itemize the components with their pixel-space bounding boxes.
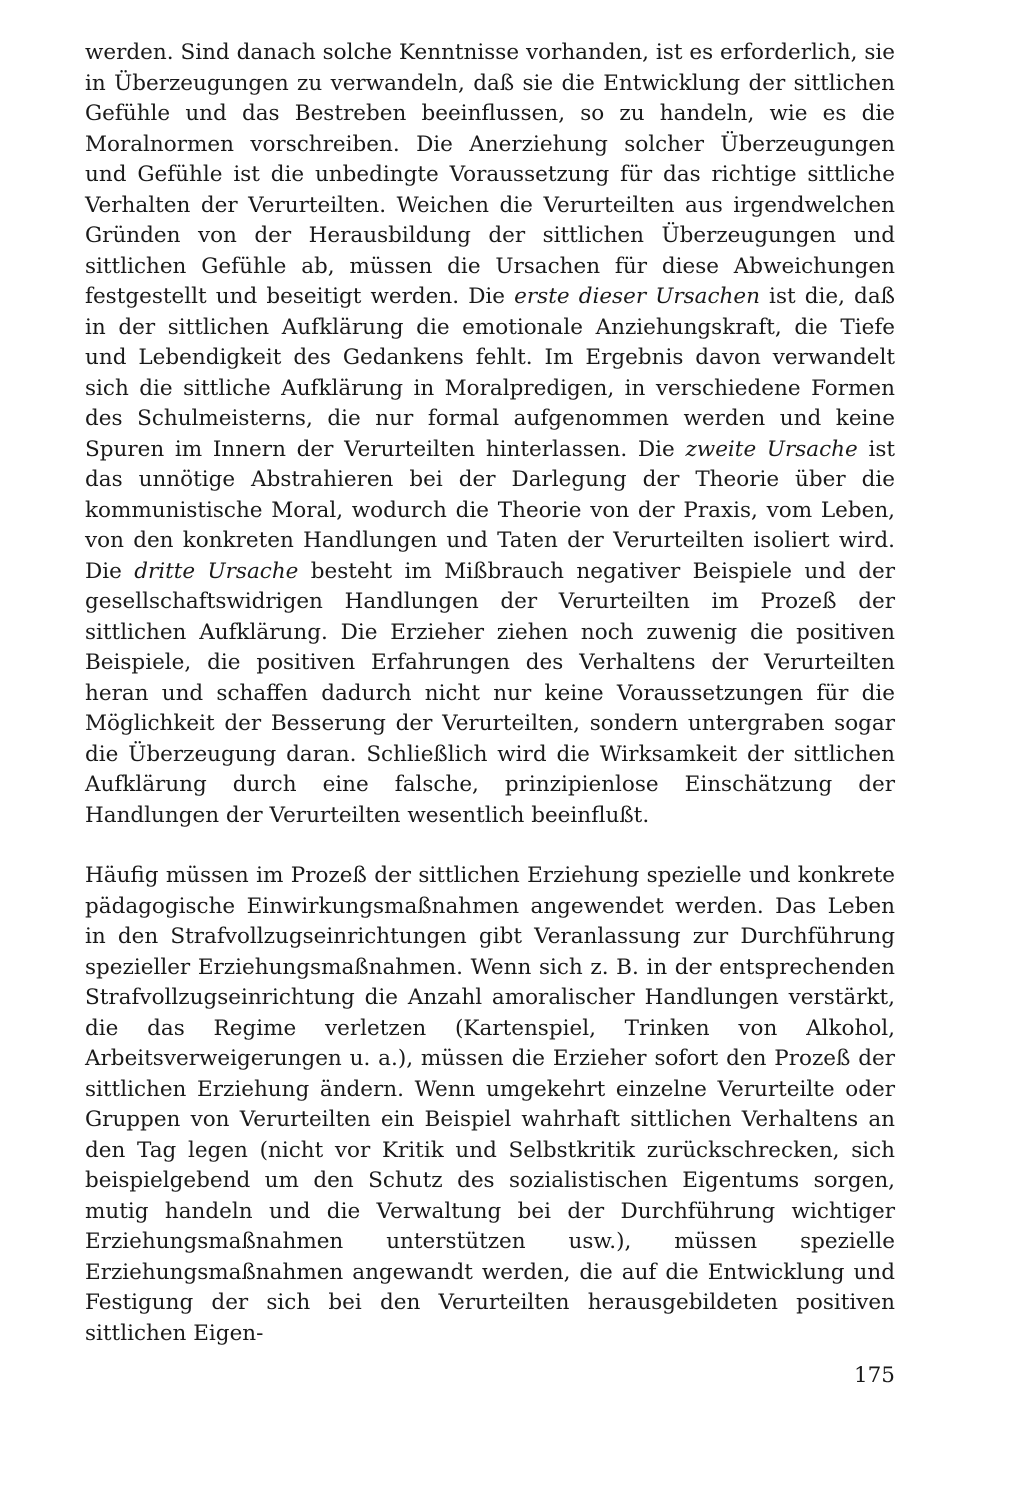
italic-term-dritte-ursache: dritte Ursache — [134, 558, 299, 584]
italic-term-zweite-ursache: zweite Ursache — [685, 436, 858, 462]
italic-term-erste-ursache: erste dieser Ursachen — [514, 284, 760, 309]
book-page — [85, 38, 895, 1458]
paragraph-2 — [85, 861, 895, 1349]
paragraph-1-text: ist das unnötige Abstrahieren bei der Darlegung der Theorie über die kommunistische Moral, wodurch die Theorie von der Praxis, vom Leben, von den konkreten Handlungen und Taten der Verurteilten isoliert wird. Die — [85, 436, 896, 584]
paragraph-1-text: ist die, daß in der sittlichen Aufklärung die emotionale Anziehungskraft, die Tiefe und Lebendigkeit des Gedankens fehlt. Im Ergebnis davon verwandelt sich die sittliche Aufklärung in Moralpredigen, in verschiedene Formen des Schulmeisterns, die nur formal aufgenommen werden und keine Spuren im Innern der Verurteilten hinterlassen. Die — [85, 284, 896, 462]
paragraph-1-text: werden. Sind danach solche Kenntnisse vorhanden, ist es erforderlich, sie in Überzeugungen zu verwandeln, daß sie die Entwicklung der sittlichen Gefühle und das Bestreben beeinflussen, so zu handeln, wie es die Moralnormen vorschreiben. Die Anerziehung solcher Überzeugungen und Gefühle ist die unbedingte Voraussetzung für das richtige sittliche Verhalten der Verurteilten. Weichen die Verurteilten aus irgendwelchen Gründen von der Herausbildung der sittlichen Überzeugungen und sittlichen Gefühle ab, müssen die Ursachen für diese Abweichungen festgestellt und beseitigt werden. Die — [85, 40, 895, 309]
body-text — [85, 38, 895, 1349]
page-number: 175 — [853, 1363, 895, 1388]
paragraph-2-text: Häufig müssen im Prozeß der sittlichen Erziehung spezielle und konkrete pädagogische Einwirkungsmaßnahmen angewendet werden. Das Leben in den Strafvollzugseinrichtungen gibt Veranlassung zur Durchführung spezieller Erziehungsmaßnahmen. Wenn sich z. B. in der entsprechenden Strafvollzugseinrichtung die Anzahl amoralischer Handlungen verstärkt, die das Regime verletzen (Kartenspiel, Trinken von Alkohol, Arbeitsverweigerungen u. a.), müssen die Erzieher sofort den Prozeß der sittlichen Erziehung ändern. Wenn umgekehrt einzelne Verurteilte oder Gruppen von Verurteilten ein Beispiel wahrhaft sittlichen Verhaltens an den Tag legen (nicht vor Kritik und Selbstkritik zurückschrecken, sich beispielgebend um den Schutz des sozialistischen Eigentums sorgen, mutig handeln und die Verwaltung bei der Durchführung wichtiger Erziehungsmaßnahmen unterstützen usw.), müssen spezielle Erziehungsmaßnahmen angewandt werden, die auf die Entwicklung und Festigung der sich bei den Verurteilten herausgebildeten positiven sittlichen Eigen- — [85, 863, 895, 1346]
paragraph-1-text: besteht im Mißbrauch negativer Beispiele und der gesellschaftswidrigen Handlungen der Verurteilten im Prozeß der sittlichen Aufklärung. Die Erzieher ziehen noch zuwenig die positiven Beispiele, die positiven Erfahrungen des Verhaltens der Verurteilten heran und schaffen dadurch nicht nur keine Voraussetzungen für die Möglichkeit der Besserung der Verurteilten, sondern untergraben sogar die Überzeugung daran. Schließlich wird die Wirksamkeit der sittlichen Aufklärung durch eine falsche, prinzipienlose Einschätzung der Handlungen der Verurteilten wesentlich beeinflußt. — [85, 558, 895, 828]
paragraph-1 — [85, 38, 895, 831]
